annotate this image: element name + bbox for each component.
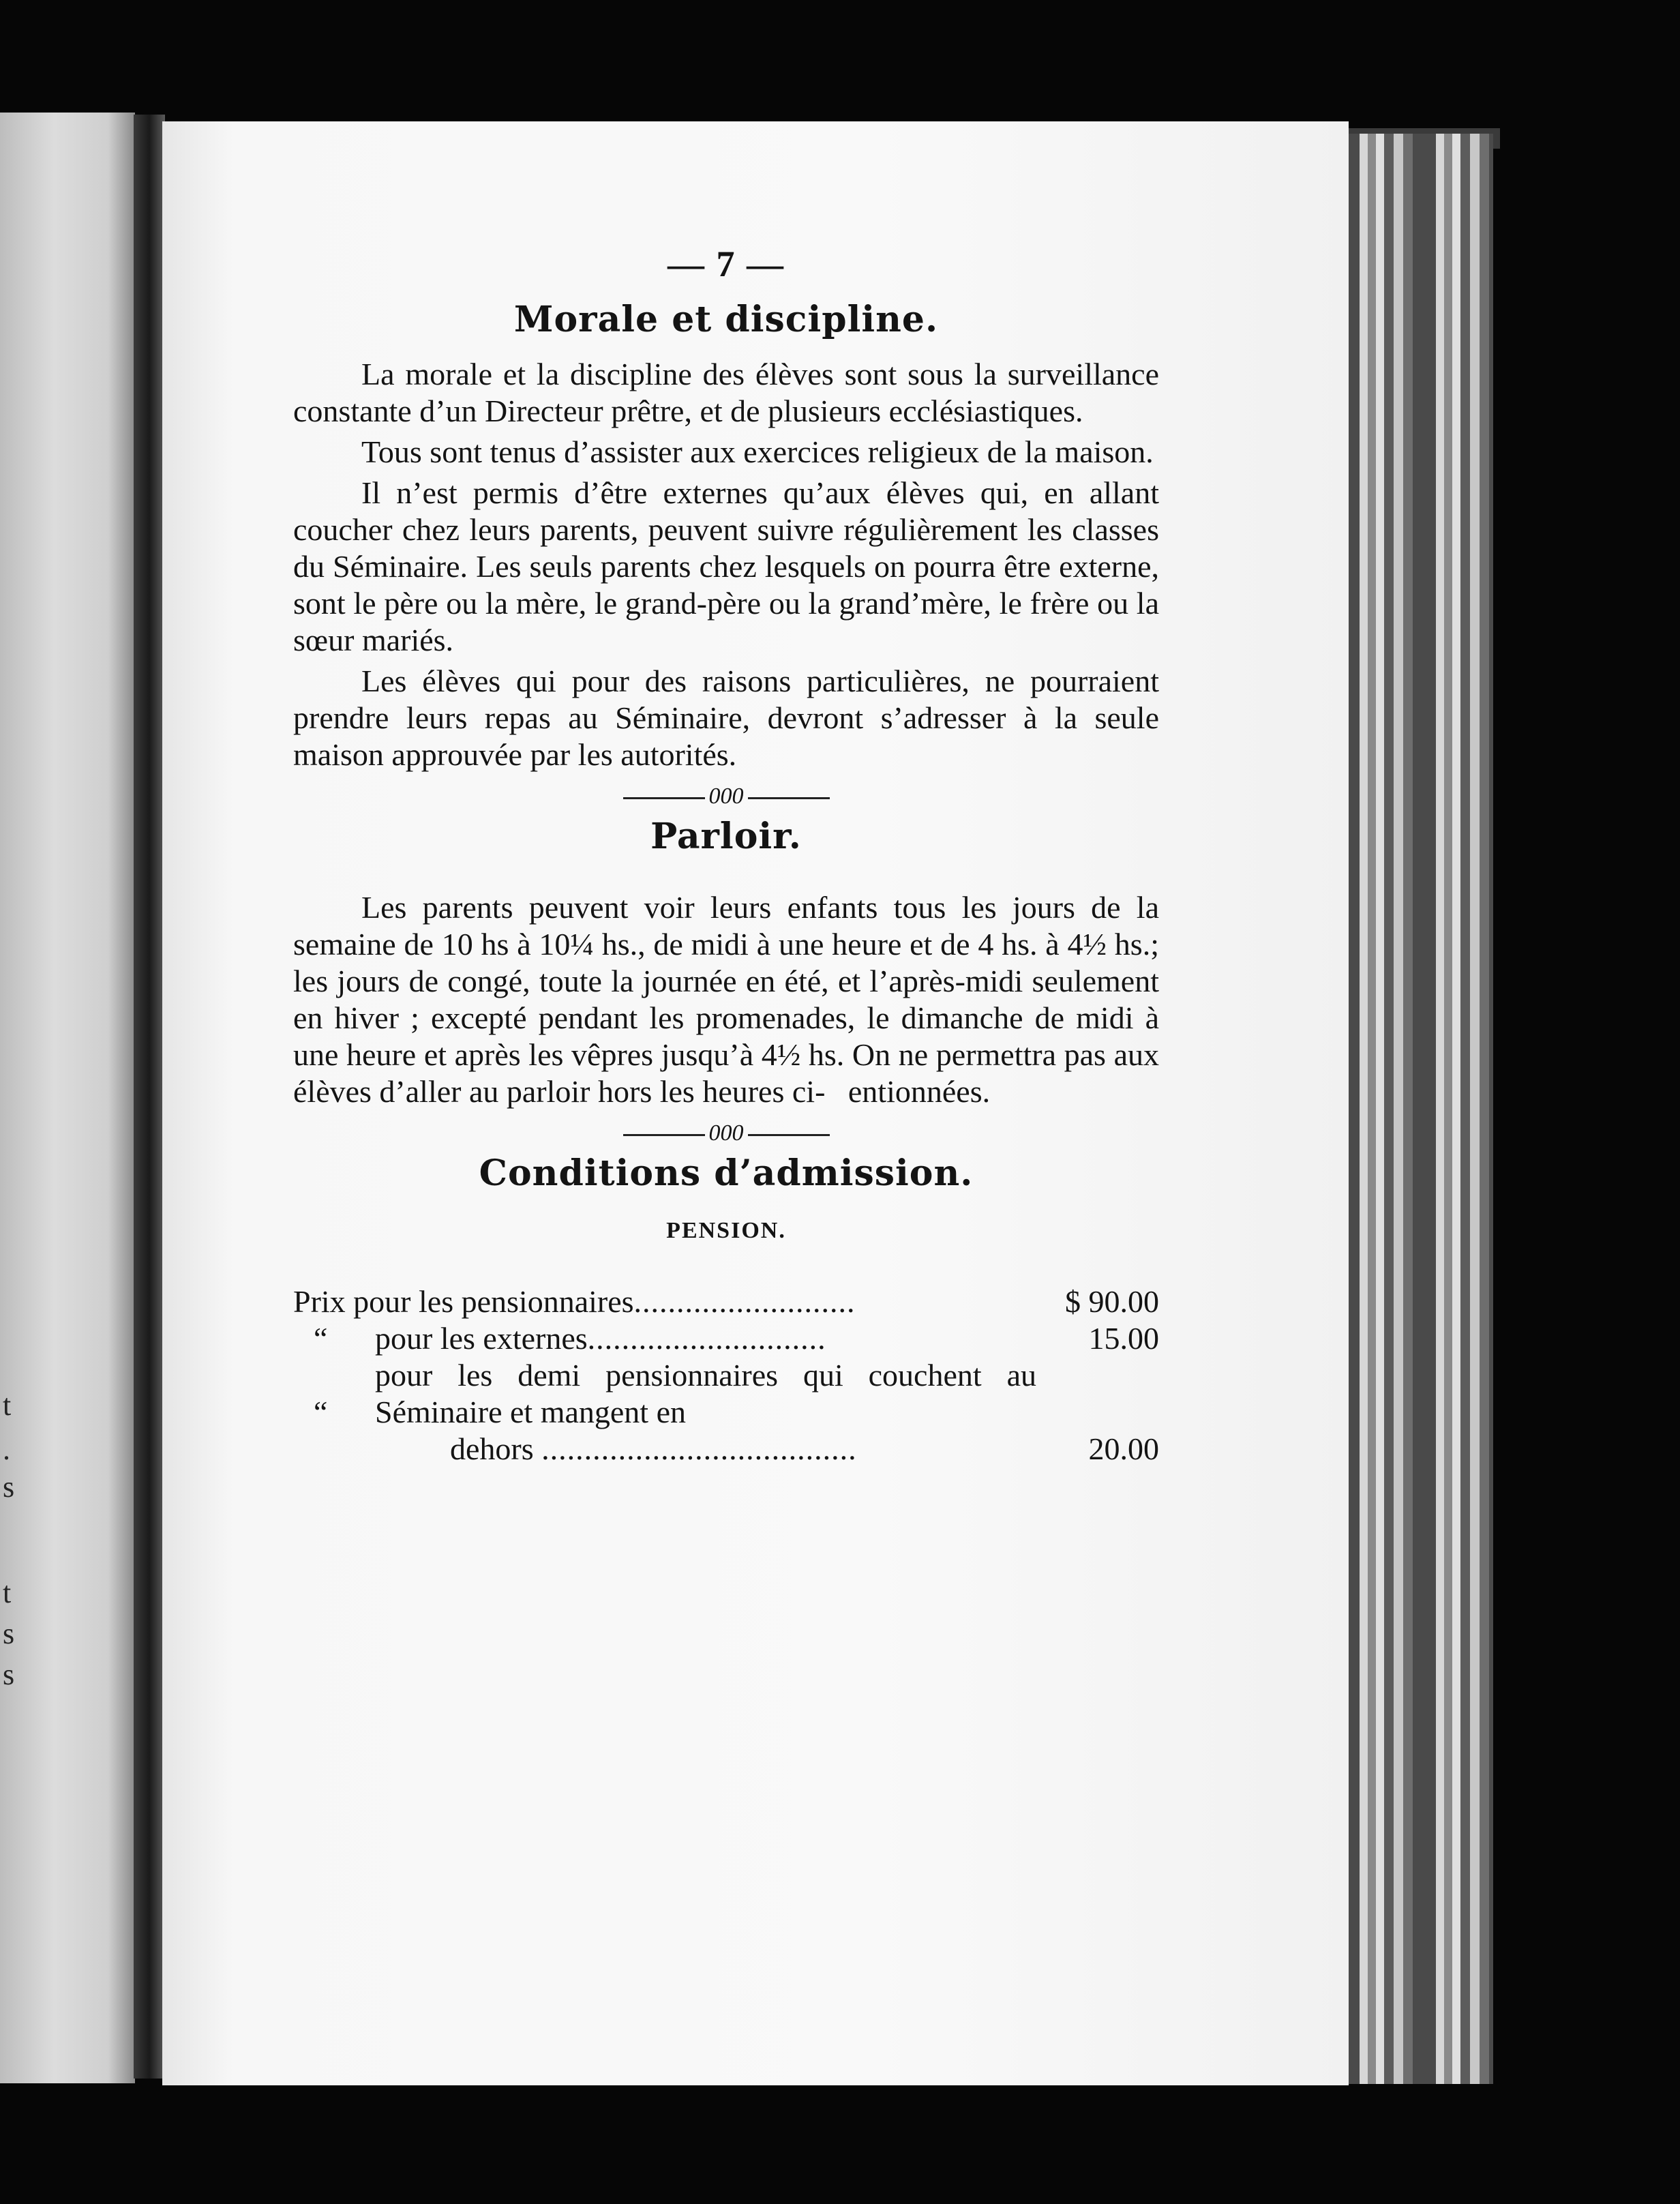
table-row [293, 1357, 1159, 1431]
ditto-mark: “ [314, 1321, 328, 1356]
leader-dots: ............................ [587, 1321, 826, 1356]
divider-rule [748, 1134, 830, 1136]
paragraph: Tous sont tenus d’assister aux exercices religieux de la maison. [361, 434, 1154, 469]
table-row [293, 1431, 1159, 1468]
edge-letter: s [3, 1658, 15, 1691]
paragraph: Les élèves qui pour des raisons particulières, ne pourraient prendre leurs repas au Séminaire, devront s’adresser à la seule maison approuvée par les autorités. [293, 664, 1159, 772]
page-edges [1336, 134, 1493, 2084]
section-heading-parloir: Parloir. [650, 816, 802, 857]
price-amount [1043, 1357, 1159, 1431]
price-table [293, 1283, 1159, 1468]
paragraph: La morale et la discipline des élèves sont sous la surveillance constante d’un Directeur prêtre, et de plusieurs ecclésiastiques. [293, 357, 1159, 428]
section-divider [293, 1120, 1159, 1147]
price-label-text: pour les demi pensionnaires qui couchent au Séminaire et mangent en [375, 1358, 1036, 1429]
section-heading-conditions: Conditions d’admission. [479, 1152, 974, 1194]
paragraph-text: Les parents peuvent voir leurs enfants tous les jours de la semaine de 10 hs à 10¼ hs., de midi à une heure et de 4 hs. à 4½ hs.; les jours de congé, toute la journée en été, et l’après-midi seulement en hiver ; excepté pendant les promenades, le dimanche de midi à une heure et après les vêpres jusqu’à 4½ hs. On ne permettra pas aux élèves d’aller au parloir hors les heures ci- [293, 890, 1159, 1109]
price-label [293, 1283, 1043, 1320]
page-text [293, 245, 1159, 1468]
divider-mark: 000 [708, 784, 744, 809]
section-divider [293, 783, 1159, 810]
price-label-text: dehors [450, 1431, 534, 1466]
section-heading-morale: Morale et discipline. [513, 299, 939, 340]
subheading-pension: PENSION. [666, 1218, 786, 1243]
divider-rule [623, 797, 705, 799]
price-label [375, 1320, 1043, 1357]
price-label [375, 1357, 1043, 1431]
edge-letter: s [3, 1617, 15, 1650]
leader-dots: .......................... [633, 1284, 856, 1319]
price-amount: 20.00 [1088, 1431, 1159, 1466]
edge-letter: t [3, 1576, 12, 1609]
price-label [375, 1431, 1043, 1468]
table-row [293, 1283, 1159, 1320]
edge-letter: t [3, 1388, 12, 1422]
price-amount: $ 90.00 [1065, 1284, 1159, 1319]
divider-mark: 000 [708, 1120, 744, 1146]
leader-dots: ..................................... [541, 1431, 857, 1466]
left-page-edge [0, 113, 135, 2083]
paragraph [293, 889, 1159, 1110]
ditto-mark [293, 1431, 375, 1468]
paragraph: Il n’est permis d’être externes qu’aux élèves qui, en allant coucher chez leurs parents, peuvent suivre régulièrement les classes du Séminaire. Les seuls parents chez lesquels on pourra être externe, sont le père ou la mère, le grand-père ou la grand’mère, le frère ou la sœur mariés. [293, 475, 1159, 657]
book-gutter [134, 115, 165, 2079]
edge-letter: . [3, 1433, 10, 1466]
paragraph-text: entionnées. [847, 1074, 991, 1109]
ditto-mark: “ [314, 1395, 328, 1429]
price-amount: 15.00 [1088, 1321, 1159, 1356]
table-row [293, 1320, 1159, 1357]
divider-rule [748, 797, 830, 799]
divider-rule [623, 1134, 705, 1136]
price-label-text: Prix pour les pensionnaires [293, 1284, 634, 1319]
page-number: — 7 — [668, 243, 785, 284]
price-label-text: pour les externes [375, 1321, 588, 1356]
edge-letter: s [3, 1470, 15, 1504]
